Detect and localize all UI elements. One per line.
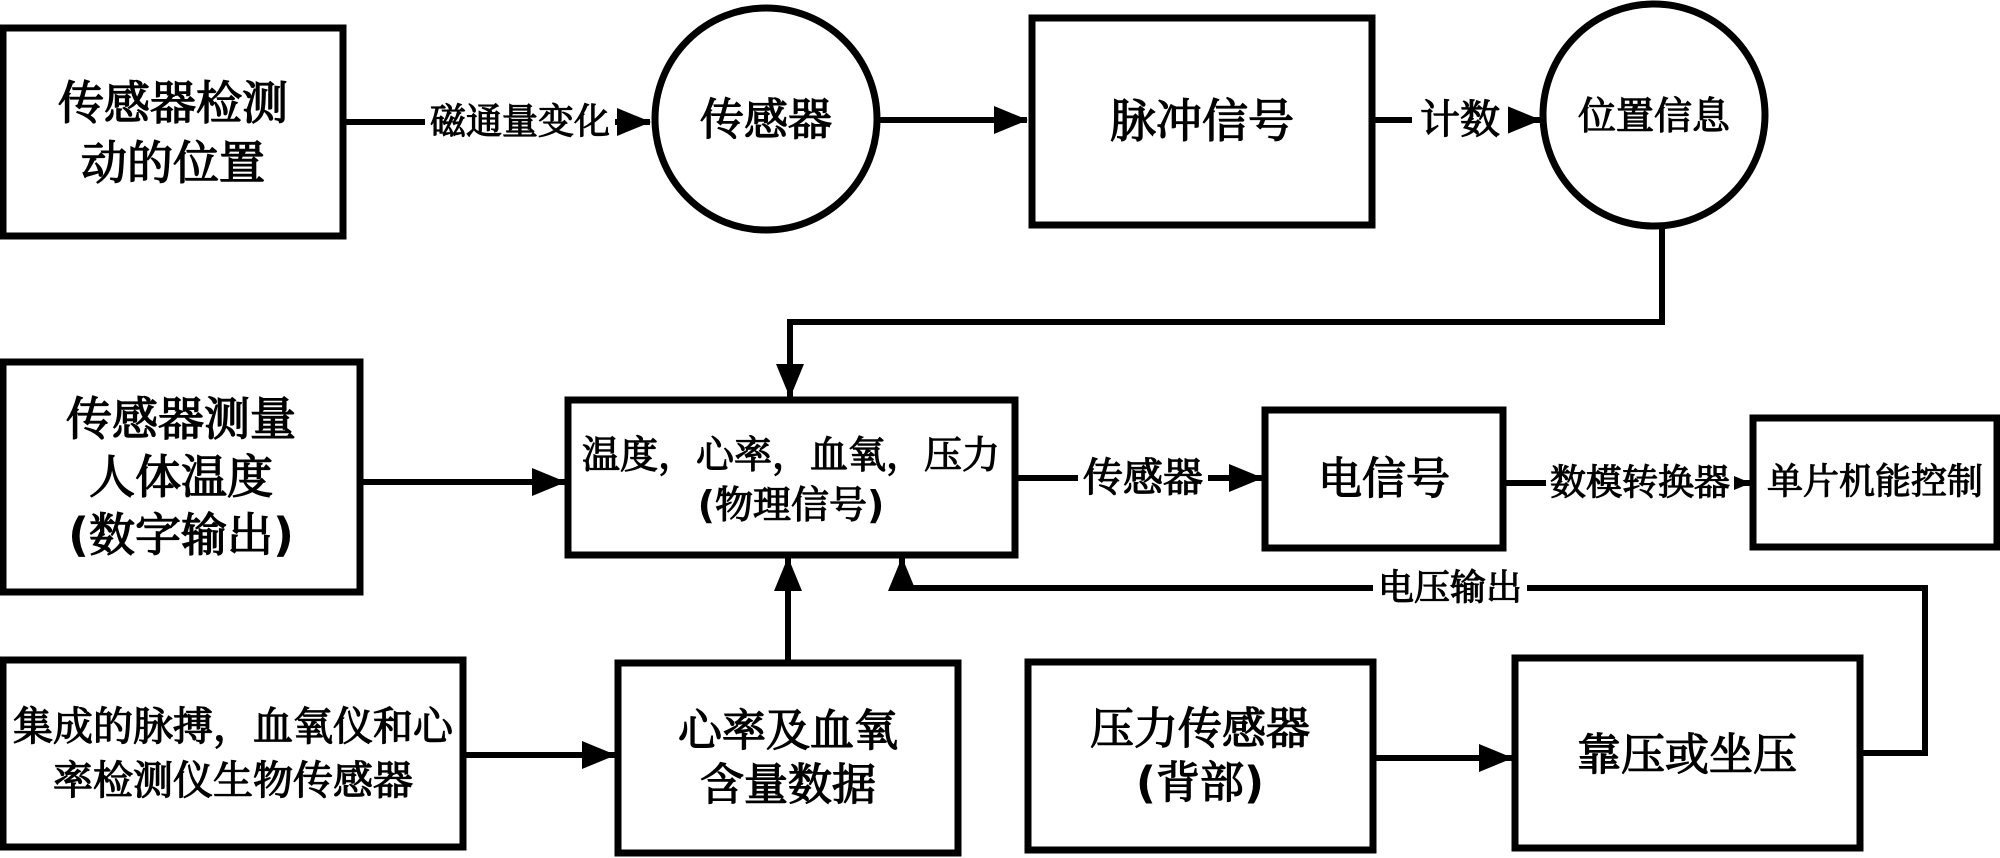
pulse-signal-label: 脉冲信号	[1110, 94, 1294, 148]
detect-position-box	[3, 28, 343, 236]
node-physical-signals	[568, 400, 1015, 555]
physical-signals-label-line2: (物理信号)	[697, 483, 885, 527]
node-pulse-signal	[1032, 18, 1372, 225]
edge-label-flux-change: 磁通量变化	[429, 101, 611, 143]
physical-signals-label-line1: 温度，心率，血氧，压力	[581, 433, 1001, 477]
edge-label-sensor: 传感器	[1083, 455, 1203, 501]
node-detect-position	[3, 28, 343, 236]
bio-sensor-box	[3, 660, 463, 847]
temp-measure-label-line2: 人体温度	[89, 450, 273, 504]
pressure-sensor-label-line1: 压力传感器	[1090, 703, 1310, 755]
hr-spo2-data-label-line1: 心率及血氧	[678, 705, 898, 757]
sensor-top-label: 传感器	[700, 94, 832, 146]
detect-position-label-line2: 动的位置	[81, 136, 265, 190]
pressure-sensor-box	[1028, 662, 1373, 850]
mcu-control-label: 单片机能控制	[1766, 461, 1984, 503]
temp-measure-label-line3: (数字输出)	[67, 508, 295, 562]
hr-spo2-data-box	[618, 663, 958, 853]
sit-pressure-label: 靠压或坐压	[1577, 729, 1797, 781]
edge-label-count: 计数	[1420, 97, 1500, 143]
node-position-info	[1543, 4, 1765, 226]
hr-spo2-data-label-line2: 含量数据	[700, 759, 876, 811]
node-pressure-sensor	[1028, 662, 1373, 850]
node-temp-measure	[3, 362, 360, 592]
bio-sensor-label-line1: 集成的脉搏，血氧仪和心	[13, 704, 453, 750]
node-sensor-top	[655, 8, 877, 230]
pressure-sensor-label-line2: (背部)	[1135, 757, 1265, 809]
node-hr-spo2-data	[618, 663, 958, 853]
node-mcu-control	[1753, 418, 1997, 547]
node-electric-signal	[1265, 410, 1503, 548]
physical-signals-box	[568, 400, 1015, 555]
edge-position-to-physical	[790, 226, 1662, 397]
node-bio-sensor	[3, 660, 463, 847]
detect-position-label-line1: 传感器检测	[58, 76, 288, 130]
temp-measure-label-line1: 传感器测量	[66, 392, 296, 446]
node-sit-pressure	[1515, 658, 1860, 848]
electric-signal-label: 电信号	[1318, 453, 1450, 505]
bio-sensor-label-line2: 率检测仪生物传感器	[53, 758, 413, 804]
edge-label-voltage-output: 电压输出	[1377, 567, 1523, 609]
edge-label-dac: 数模转换器	[1549, 462, 1731, 504]
position-info-label: 位置信息	[1577, 94, 1731, 138]
